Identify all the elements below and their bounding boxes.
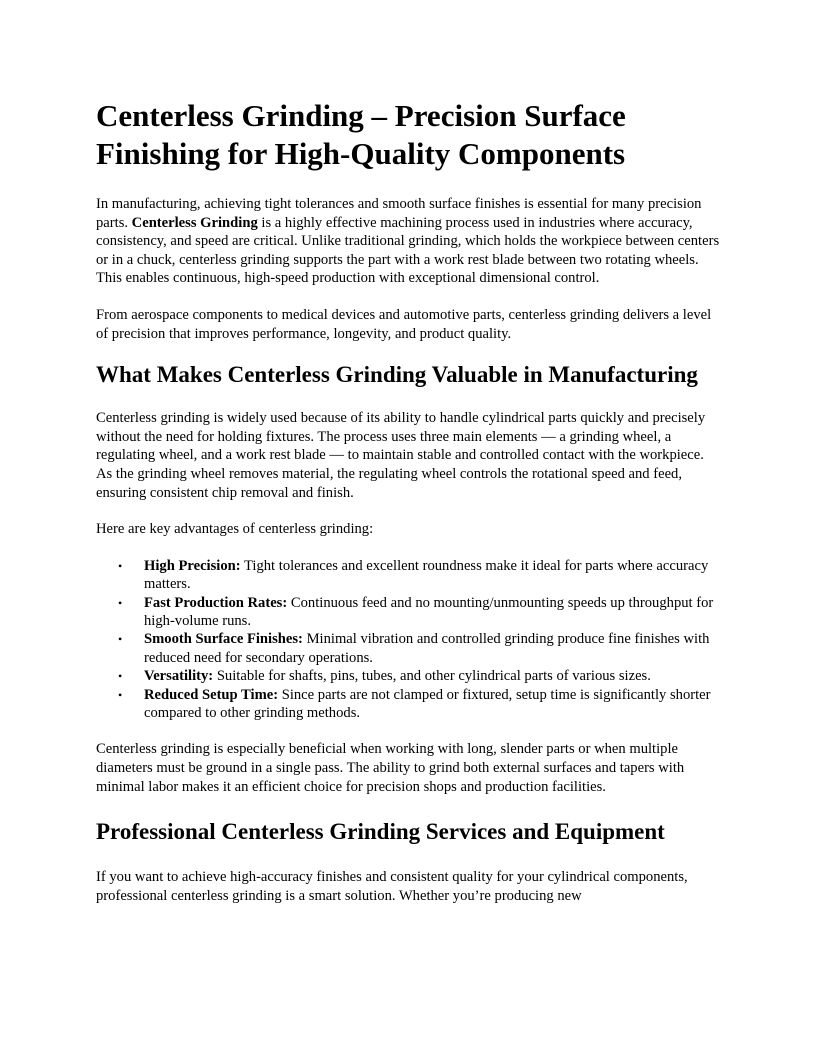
intro-text-end: is a highly effective machining process used in industries where accuracy, consistency, and speed are critical. Unlike traditional grinding, which holds the workpiece between centers or in a chuck, centerless grinding supports the part with a work rest blade between two rotating wheels. This enables continuous, high-speed production with exceptional dimensional control. [96, 214, 720, 287]
intro-text-start: In manufacturing, achieving tight tolerances and smooth surface finishes is essential for many precision parts. [96, 196, 702, 231]
article-title: Centerless Grinding – Precision Surface Finishing for High-Quality Components [96, 98, 626, 171]
bullet-icon: • [118, 669, 123, 684]
list-item-text: Minimal vibration and controlled grinding produce fine finishes with reduced need for secondary operations. [144, 631, 710, 666]
list-item-term: Versatility: [144, 668, 214, 685]
list-item [118, 630, 720, 667]
list-item-text: Continuous feed and no mounting/unmounting speeds up throughput for high-volume runs. [144, 594, 714, 629]
intro-paragraph-2: From aerospace components to medical devices and automotive parts, centerless grinding delivers a level of precision that improves performance, longevity, and product quality. [96, 306, 712, 342]
bullet-icon: • [118, 687, 123, 702]
list-item [118, 557, 720, 594]
bullet-icon: • [118, 595, 123, 610]
section-heading-valuable: What Makes Centerless Grinding Valuable in Manufacturing [96, 362, 698, 388]
bullet-icon: • [118, 558, 123, 573]
section-heading-services: Professional Centerless Grinding Services and Equipment [96, 819, 665, 845]
document-page [96, 97, 720, 923]
intro-bold-term: Centerless Grinding [131, 214, 258, 231]
intro-paragraph-1 [96, 195, 720, 288]
section1-paragraph-1: Centerless grinding is widely used because of its ability to handle cylindrical parts quickly and precisely without the need for holding fixtures. The process uses three main elements — a grinding wheel, a regulating wheel, and a work rest blade — to maintain stable and controlled contact with the workpiece. As the grinding wheel removes material, the regulating wheel controls the rotational speed and feed, ensuring consistent chip removal and finish. [96, 410, 706, 501]
section1-paragraph-3: Centerless grinding is especially beneficial when working with long, slender parts or when multiple diameters must be ground in a single pass. The ability to grind both external surfaces and tapers with minimal labor makes it an efficient choice for precision shops and production facilities. [96, 741, 685, 795]
list-item-text: Suitable for shafts, pins, tubes, and other cylindrical parts of various sizes. [213, 668, 651, 685]
section1-paragraph-2: Here are key advantages of centerless grinding: [96, 521, 374, 538]
list-item-text: Tight tolerances and excellent roundness make it ideal for parts where accuracy matters. [144, 557, 709, 593]
advantages-list [96, 557, 720, 723]
list-item-term: Fast Production Rates: [144, 594, 288, 611]
list-item [118, 667, 720, 685]
list-item-text: Since parts are not clamped or fixtured, setup time is significantly shorter compared to other grinding methods. [144, 686, 711, 721]
bullet-icon: • [118, 632, 123, 647]
list-item [118, 594, 720, 631]
list-item [118, 686, 720, 723]
section2-paragraph-1: If you want to achieve high-accuracy finishes and consistent quality for your cylindrical components, professional centerless grinding is a smart solution. Whether you’re producing new [96, 869, 688, 904]
list-item-term: Smooth Surface Finishes: [144, 631, 303, 648]
list-item-term: High Precision: [144, 557, 241, 574]
list-item-term: Reduced Setup Time: [144, 686, 279, 703]
